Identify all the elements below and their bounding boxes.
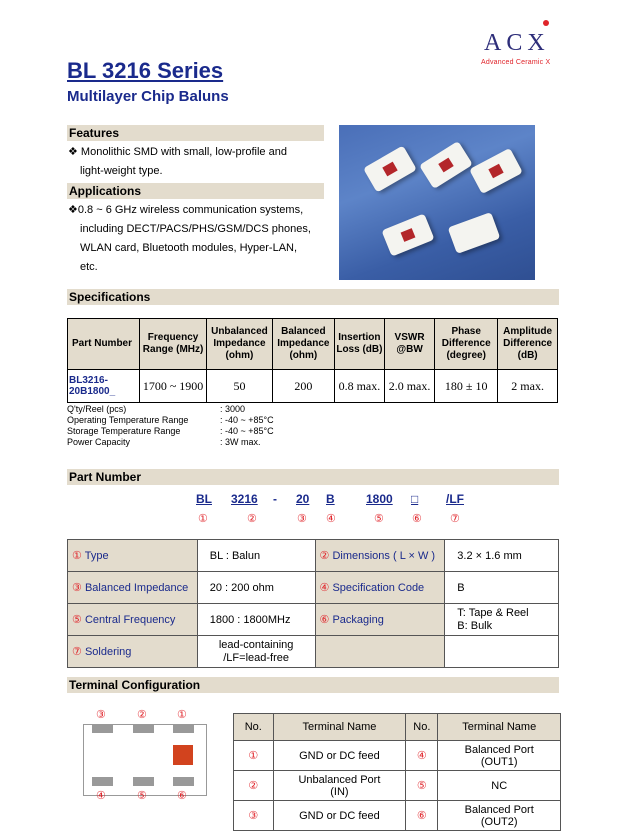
code-segment: 20 bbox=[296, 492, 310, 506]
code-number: ④ bbox=[326, 513, 336, 525]
column-header: No. bbox=[234, 714, 274, 741]
field-label: Packaging bbox=[332, 614, 384, 626]
table-cell bbox=[197, 636, 315, 668]
company-logo: ACX bbox=[484, 30, 550, 56]
field-label: Soldering bbox=[84, 646, 132, 658]
table-cell bbox=[68, 572, 198, 604]
table-cell: BL : Balun bbox=[197, 540, 315, 572]
cell-line: (OUT1) bbox=[480, 755, 518, 768]
terminal-pad bbox=[173, 777, 194, 786]
table-row bbox=[234, 801, 561, 831]
specifications-heading: Specifications bbox=[67, 289, 559, 305]
terminal-table bbox=[233, 713, 561, 831]
note-row bbox=[67, 404, 367, 415]
features-line: light-weight type. bbox=[80, 165, 163, 177]
field-label: Specification Code bbox=[332, 582, 425, 594]
features-text bbox=[68, 143, 328, 181]
terminal-diagram bbox=[83, 708, 209, 813]
code-number: ③ bbox=[72, 582, 82, 594]
code-box-icon: □ bbox=[411, 492, 419, 506]
code-separator: - bbox=[273, 492, 277, 506]
terminal-heading: Terminal Configuration bbox=[67, 677, 559, 693]
applications-line: including DECT/PACS/PHS/GSM/DCS phones, bbox=[80, 223, 311, 235]
table-cell bbox=[68, 636, 198, 668]
note-value: : 3W max. bbox=[220, 437, 261, 447]
column-header: Unbalanced Impedance (ohm) bbox=[206, 319, 272, 370]
logo-tagline: Advanced Ceramic X bbox=[481, 59, 551, 66]
code-number: ⑦ bbox=[72, 646, 82, 658]
cell-line: Unbalanced Port bbox=[298, 773, 381, 786]
column-header: Terminal Name bbox=[273, 714, 406, 741]
column-header: Balanced Impedance (ohm) bbox=[272, 319, 334, 370]
table-cell bbox=[273, 771, 406, 801]
cell-line: T: Tape & Reel bbox=[457, 606, 529, 619]
table-row bbox=[68, 572, 559, 604]
part-number-heading: Part Number bbox=[67, 469, 559, 485]
features-line: ❖ Monolithic SMD with small, low-profile and bbox=[68, 146, 287, 158]
part-number-table bbox=[67, 539, 559, 668]
column-header: Frequency Range (MHz) bbox=[140, 319, 207, 370]
page-subtitle: Multilayer Chip Baluns bbox=[67, 88, 229, 105]
terminal-pad bbox=[92, 777, 113, 786]
table-cell bbox=[315, 636, 445, 668]
code-number: ⑤ bbox=[374, 513, 384, 525]
chip-image bbox=[363, 145, 417, 192]
table-cell bbox=[68, 604, 198, 636]
note-value: : -40 ~ +85°C bbox=[220, 415, 274, 425]
column-header: Part Number bbox=[68, 319, 140, 370]
table-cell: 50 bbox=[206, 370, 272, 403]
note-row bbox=[67, 415, 367, 426]
table-row bbox=[68, 604, 559, 636]
cell-line: Balanced Port bbox=[464, 743, 534, 756]
table-row bbox=[68, 636, 559, 668]
table-cell: ① bbox=[234, 741, 274, 771]
table-cell bbox=[445, 636, 559, 668]
page-title: BL 3216 Series bbox=[67, 58, 224, 83]
table-cell: 0.8 max. bbox=[334, 370, 384, 403]
table-cell: 1800 : 1800MHz bbox=[197, 604, 315, 636]
chip-image bbox=[381, 213, 434, 256]
table-cell: ② bbox=[234, 771, 274, 801]
table-header-row bbox=[68, 319, 558, 370]
column-header: Insertion Loss (dB) bbox=[334, 319, 384, 370]
table-cell: B bbox=[445, 572, 559, 604]
column-header: Phase Difference (degree) bbox=[435, 319, 498, 370]
code-number: ⑦ bbox=[450, 513, 460, 525]
table-cell bbox=[438, 741, 561, 771]
code-number: ① bbox=[198, 513, 208, 525]
column-header: No. bbox=[406, 714, 438, 741]
table-cell: 200 bbox=[272, 370, 334, 403]
table-header-row bbox=[234, 714, 561, 741]
note-row bbox=[67, 426, 367, 437]
terminal-number: ⑤ bbox=[137, 790, 147, 802]
note-label: Operating Temperature Range bbox=[67, 415, 189, 425]
applications-line: ❖0.8 ~ 6 GHz wireless communication systems, bbox=[68, 204, 304, 216]
table-cell: NC bbox=[438, 771, 561, 801]
chip-image bbox=[469, 148, 523, 194]
table-row bbox=[68, 540, 559, 572]
table-cell: ③ bbox=[234, 801, 274, 831]
table-cell: ④ bbox=[406, 741, 438, 771]
code-segment: /LF bbox=[446, 492, 464, 506]
code-number: ④ bbox=[319, 582, 330, 594]
table-cell bbox=[438, 801, 561, 831]
code-number: ② bbox=[319, 550, 330, 562]
terminal-number: ④ bbox=[96, 790, 106, 802]
table-cell bbox=[445, 604, 559, 636]
cell-line: /LF=lead-free bbox=[223, 651, 289, 664]
field-label: Type bbox=[84, 550, 109, 562]
table-row bbox=[68, 370, 558, 403]
table-cell bbox=[315, 604, 445, 636]
table-cell: ⑥ bbox=[406, 801, 438, 831]
code-segment: B bbox=[326, 492, 335, 506]
table-cell: 180 ± 10 bbox=[435, 370, 498, 403]
product-photo bbox=[339, 125, 535, 280]
orientation-mark bbox=[173, 745, 193, 765]
cell-line: (OUT2) bbox=[480, 815, 518, 828]
table-cell: GND or DC feed bbox=[273, 741, 406, 771]
features-heading: Features bbox=[67, 125, 324, 141]
code-segment: 1800 bbox=[366, 492, 393, 506]
table-cell: 3.2 × 1.6 mm bbox=[445, 540, 559, 572]
table-cell bbox=[68, 540, 198, 572]
applications-heading: Applications bbox=[67, 183, 324, 199]
specifications-table bbox=[67, 318, 558, 403]
code-segment: BL bbox=[196, 492, 212, 506]
code-number: ⑥ bbox=[412, 513, 422, 525]
terminal-number: ⑥ bbox=[177, 790, 187, 802]
table-cell: GND or DC feed bbox=[273, 801, 406, 831]
note-label: Q'ty/Reel (pcs) bbox=[67, 404, 127, 414]
column-header: Terminal Name bbox=[438, 714, 561, 741]
code-number: ⑥ bbox=[319, 614, 330, 626]
cell-line: Balanced Port bbox=[464, 803, 534, 816]
applications-line: etc. bbox=[80, 261, 98, 273]
terminal-number: ③ bbox=[96, 709, 106, 721]
column-header: Amplitude Difference (dB) bbox=[498, 319, 558, 370]
table-cell bbox=[315, 572, 445, 604]
table-cell: 20 : 200 ohm bbox=[197, 572, 315, 604]
field-label: Dimensions ( L × W ) bbox=[332, 550, 436, 562]
spec-notes bbox=[67, 404, 367, 448]
table-cell bbox=[315, 540, 445, 572]
table-cell: 2 max. bbox=[498, 370, 558, 403]
field-label: Balanced Impedance bbox=[84, 582, 189, 594]
code-number: ⑤ bbox=[72, 614, 82, 626]
applications-line: WLAN card, Bluetooth modules, Hyper-LAN, bbox=[80, 242, 298, 254]
applications-text bbox=[68, 201, 333, 277]
cell-line: (IN) bbox=[330, 785, 349, 798]
note-value: : 3000 bbox=[220, 404, 246, 414]
table-cell: 2.0 max. bbox=[384, 370, 434, 403]
table-cell: ⑤ bbox=[406, 771, 438, 801]
note-row bbox=[67, 437, 367, 448]
terminal-pad bbox=[133, 777, 154, 786]
table-row bbox=[234, 771, 561, 801]
code-segment: 3216 bbox=[231, 492, 258, 506]
terminal-number: ② bbox=[137, 709, 147, 721]
note-value: : -40 ~ +85°C bbox=[220, 426, 274, 436]
terminal-number: ① bbox=[177, 709, 187, 721]
field-label: Central Frequency bbox=[84, 614, 176, 626]
note-label: Power Capacity bbox=[67, 437, 131, 447]
code-number: ① bbox=[72, 550, 82, 562]
column-header: VSWR @BW bbox=[384, 319, 434, 370]
table-row bbox=[234, 741, 561, 771]
cell-line: B: Bulk bbox=[457, 619, 493, 632]
table-cell: 1700 ~ 1900 bbox=[140, 370, 207, 403]
code-number: ③ bbox=[297, 513, 307, 525]
logo-dot-icon bbox=[543, 20, 549, 26]
note-label: Storage Temperature Range bbox=[67, 426, 181, 436]
table-cell: BL3216-20B1800_ bbox=[68, 370, 140, 403]
code-number: ② bbox=[247, 513, 257, 525]
cell-line: lead-containing bbox=[218, 638, 294, 651]
chip-image bbox=[448, 212, 501, 254]
chip-image bbox=[419, 141, 473, 189]
